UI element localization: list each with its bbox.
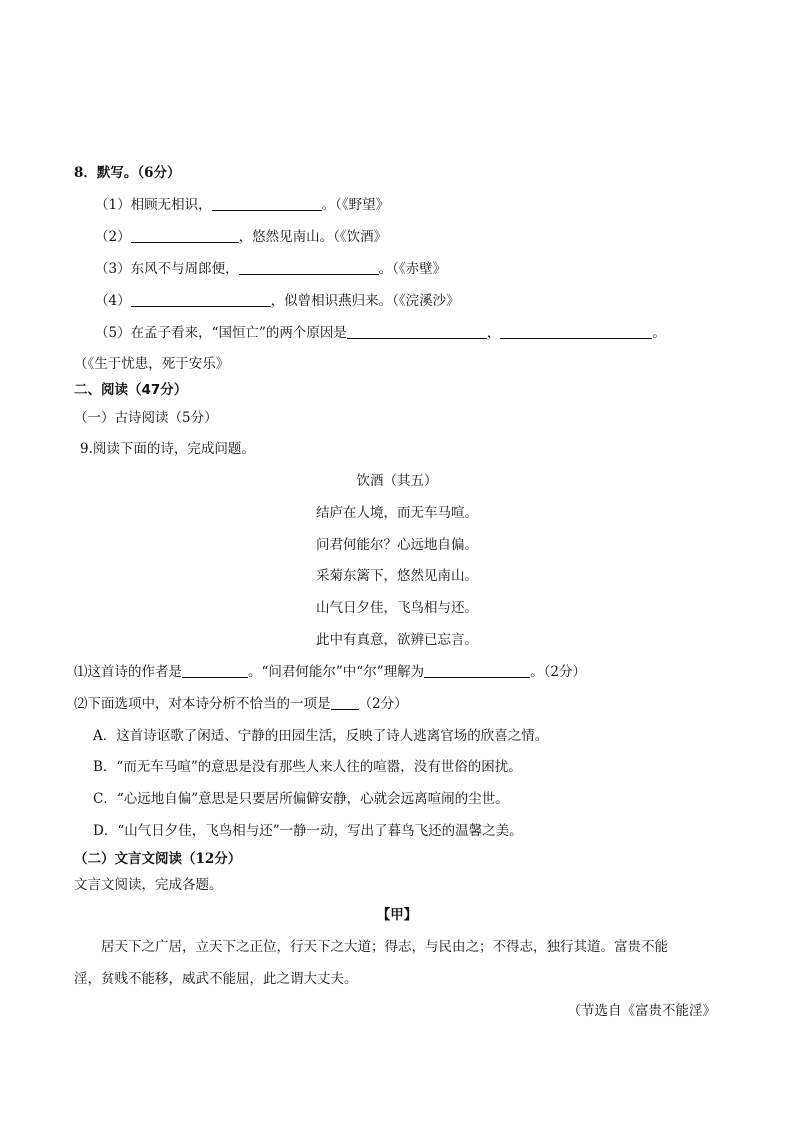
q8-item-3: [95, 260, 446, 278]
q8-item-2-post: ，悠然见南山。（《饮酒》: [238, 229, 388, 245]
q8-item-4-pre: （4）: [95, 293, 131, 309]
q8-item-2-pre: （2）: [95, 229, 131, 245]
q8-item-1-pre: （1）相顾无相识，: [95, 197, 212, 213]
q9-part-1-author-blank[interactable]: [182, 663, 248, 678]
classical-prose-intro: 文言文阅读，完成各题。: [74, 877, 223, 893]
passage-jia-line-2: 淫，贫贱不能移，威武不能屈，此之谓大丈夫。: [74, 971, 358, 987]
q9-part-1-meaning-blank[interactable]: [424, 663, 530, 678]
q8-item-4-post: ，似曾相识燕归来。（《浣溪沙》: [270, 293, 460, 309]
subsection-ancient-poem-title: （一）古诗阅读（5分）: [74, 410, 218, 426]
q8-item-3-answer-blank[interactable]: [239, 260, 379, 275]
option-c: C．“心远地自偏”意思是只要居所偏僻安静，心就会远离喧闹的尘世。: [93, 791, 509, 807]
q8-item-2-answer-blank[interactable]: [131, 228, 239, 243]
q8-item-5: [95, 324, 666, 342]
q9-part-1-post: 。（2分）: [530, 664, 586, 680]
option-a: A．这首诗讴歌了闲适、宁静的田园生活，反映了诗人逃离官场的欣喜之情。: [93, 728, 549, 744]
q9-part-1-pre: ⑴这首诗的作者是: [74, 664, 182, 680]
q9-part-2: [74, 695, 408, 713]
option-d: D．“山气日夕佳，飞鸟相与还”一静一动，写出了暮鸟飞还的温馨之美。: [93, 823, 523, 839]
poem-line-5: 此中有真意，欲辨已忘言。: [316, 632, 478, 648]
q8-item-5-pre: （5）在孟子看来，“国恒亡”的两个原因是: [95, 325, 347, 341]
option-b: B．“而无车马喧”的意思是没有那些人来人往的喧嚣，没有世俗的困扰。: [93, 759, 522, 775]
poem-line-4: 山气日夕佳，飞鸟相与还。: [316, 600, 478, 616]
q8-item-4: [95, 292, 460, 310]
q9-part-2-answer-blank[interactable]: [331, 695, 359, 710]
q8-item-5-answer-blank-2[interactable]: [500, 324, 652, 339]
poem-line-3: 采菊东篱下，悠然见南山。: [316, 568, 478, 584]
q8-item-1-answer-blank[interactable]: [212, 196, 322, 211]
passage-jia-label: 【甲】: [376, 907, 418, 923]
q8-item-4-answer-blank[interactable]: [131, 292, 271, 307]
q8-source-line: （《生于忧患，死于安乐》: [74, 356, 230, 372]
poem-line-1: 结庐在人境，而无车马喧。: [316, 505, 478, 521]
q9-part-1-mid: 。“问君何能尔”中“尔”理解为: [248, 664, 425, 680]
question-9-intro: 9.阅读下面的诗，完成问题。: [80, 441, 255, 457]
q8-item-3-post: 。（《赤壁》: [378, 261, 447, 277]
q8-item-1-post: 。（《野望》: [321, 197, 390, 213]
q8-item-5-answer-blank-1[interactable]: [347, 324, 487, 339]
q8-item-1: [95, 196, 389, 214]
poem-title: 饮酒（其五）: [356, 473, 438, 489]
passage-jia-line-1: 居天下之广居，立天下之正位，行天下之大道；得志，与民由之；不得志，独行其道。富贵不能: [101, 939, 668, 955]
section-2-title: 二、阅读（47分）: [74, 382, 188, 398]
subsection-classical-prose-title: （二）文言文阅读（12分）: [74, 851, 242, 867]
q9-part-2-pre: ⑵下面选项中，对本诗分析不恰当的一项是: [74, 696, 331, 712]
q9-part-1: [74, 663, 586, 681]
poem-line-2: 问君何能尔？心远地自偏。: [316, 537, 478, 553]
q8-item-5-mid: ，: [486, 325, 501, 341]
q8-item-3-pre: （3）东风不与周郎便，: [95, 261, 239, 277]
q8-item-2: [95, 228, 387, 246]
passage-jia-source: （节选自《富贵不能淫》: [567, 1003, 716, 1019]
q8-item-5-post: 。: [652, 325, 666, 341]
question-8-title: 8．默写。（6分）: [74, 165, 181, 181]
q9-part-2-post: （2分）: [358, 696, 408, 712]
